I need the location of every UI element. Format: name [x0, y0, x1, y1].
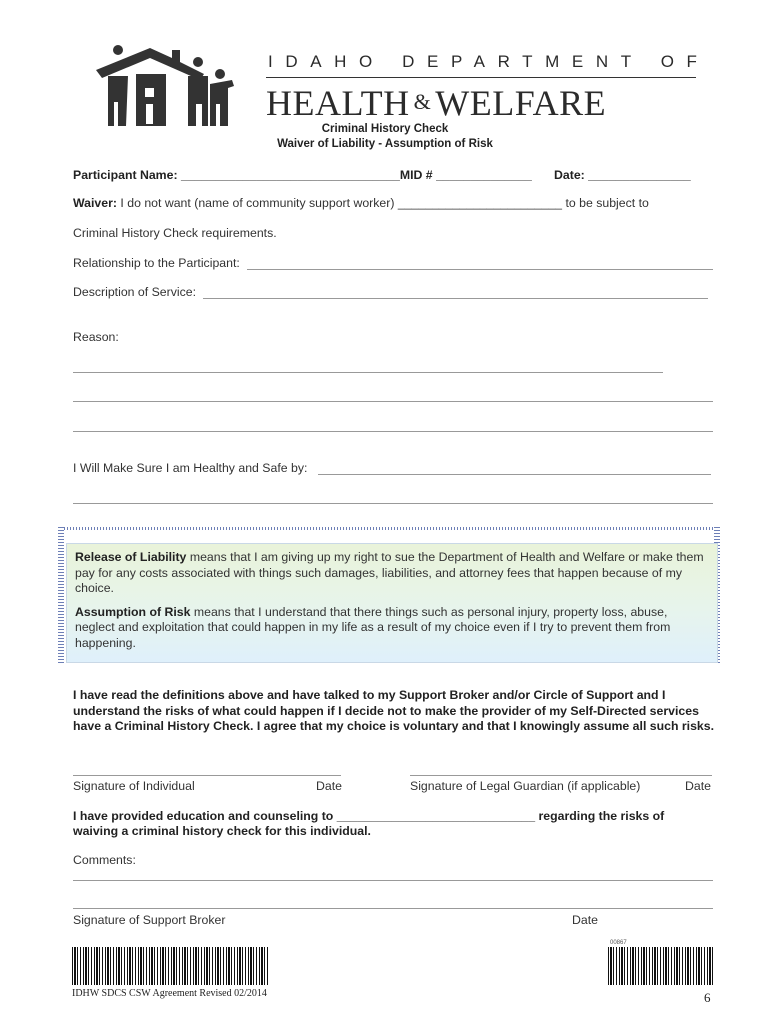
reason-line-2[interactable]: [73, 401, 713, 402]
participant-row: [73, 168, 532, 182]
broker-date-label: Date: [572, 913, 598, 927]
assumption-term: Assumption of Risk: [75, 604, 191, 619]
footer-agreement: IDHW SDCS CSW Agreement Revised 02/2014: [72, 988, 267, 999]
agency-welfare: WELFARE: [435, 83, 607, 123]
healthy-safe-field[interactable]: [318, 474, 711, 475]
counseled-person-field[interactable]: _____________________________: [336, 809, 536, 823]
relationship-label: Relationship to the Participant:: [73, 256, 240, 270]
individual-signature-label: Signature of Individual: [73, 779, 195, 793]
date-field[interactable]: _______________: [588, 168, 691, 182]
right-barcode: [608, 947, 714, 985]
guardian-signature-label: Signature of Legal Guardian (if applicable): [410, 779, 641, 793]
form-title-line1: Criminal History Check: [321, 123, 449, 135]
form-title: [0, 122, 770, 152]
guardian-date-label: Date: [685, 779, 711, 793]
form-title-line2: Waiver of Liability - Assumption of Risk: [277, 138, 493, 150]
mid-label: MID #: [399, 168, 433, 182]
agency-name-line1: IDAHO DEPARTMENT OF: [268, 52, 710, 71]
mid-field[interactable]: ______________: [436, 168, 532, 182]
participant-name-field[interactable]: ________________________________: [180, 168, 400, 182]
individual-signature-field[interactable]: [73, 775, 341, 776]
top-border-decoration: [64, 527, 714, 530]
agency-health: HEALTH: [266, 83, 410, 123]
counseling-row: [73, 809, 664, 823]
acknowledgement-text: I have read the definitions above and have talked to my Support Broker and/or Circle of Support and I understand the risks of what could happen if I decide not to make the provider of my Self-Directed services have a Criminal History Check. I agree that my choice is voluntary and that I knowingly assume all such risks.: [73, 688, 715, 733]
individual-date-label: Date: [316, 779, 342, 793]
reason-line-3[interactable]: [73, 431, 713, 432]
counseling-text-after: regarding the risks of: [538, 809, 665, 823]
date-row: [554, 168, 691, 182]
counseling-text: I have provided education and counseling to: [73, 809, 334, 823]
assumption-definition: [75, 605, 709, 652]
comments-label: Comments:: [73, 853, 136, 867]
assumption-text: means that I understand that there things such as personal injury, property loss, abuse, neglect and exploitation that could happen in my life as a result of my choice even if I try to prevent them from happening.: [75, 604, 671, 650]
agency-divider: [266, 77, 696, 78]
waiver-row: [73, 196, 649, 210]
page-number: 6: [704, 990, 711, 1005]
comments-line-1[interactable]: [73, 880, 713, 881]
definitions-box: [66, 543, 718, 663]
worker-name-field[interactable]: ________________________: [397, 196, 563, 210]
date-label: Date:: [554, 168, 585, 182]
form-code: 00867: [610, 940, 627, 946]
reason-label: Reason:: [73, 330, 119, 344]
broker-signature-field[interactable]: [73, 908, 713, 909]
reason-line-1[interactable]: [73, 372, 663, 373]
family-house-logo-icon: [92, 40, 242, 128]
left-border-decoration: [58, 527, 64, 664]
waiver-text: I do not want (name of community support worker): [120, 196, 395, 210]
release-definition: [75, 550, 709, 597]
waiver-text-after: to be subject to: [565, 196, 649, 210]
waiver-line2: Criminal History Check requirements.: [73, 226, 277, 240]
guardian-signature-field[interactable]: [410, 775, 712, 776]
relationship-field[interactable]: [247, 269, 713, 270]
waiver-label: Waiver:: [73, 196, 117, 210]
agency-name-line2: [266, 82, 706, 124]
release-term: Release of Liability: [75, 550, 187, 564]
agency-ampersand: &: [413, 89, 432, 114]
description-field[interactable]: [203, 298, 708, 299]
participant-name-label: Participant Name:: [73, 168, 178, 182]
counseling-line2: waiving a criminal history check for this individual.: [73, 824, 371, 838]
broker-signature-label: Signature of Support Broker: [73, 913, 226, 927]
release-text: means that I am giving up my right to sue the Department of Health and Welfare or make them pay for any costs associated with things such damages, liabilities, and attorney fees that happen because of my choice.: [75, 550, 704, 595]
healthy-safe-label: I Will Make Sure I am Healthy and Safe by:: [73, 461, 308, 475]
description-label: Description of Service:: [73, 285, 197, 299]
left-barcode: [72, 947, 270, 985]
healthy-safe-line-2[interactable]: [73, 503, 713, 504]
